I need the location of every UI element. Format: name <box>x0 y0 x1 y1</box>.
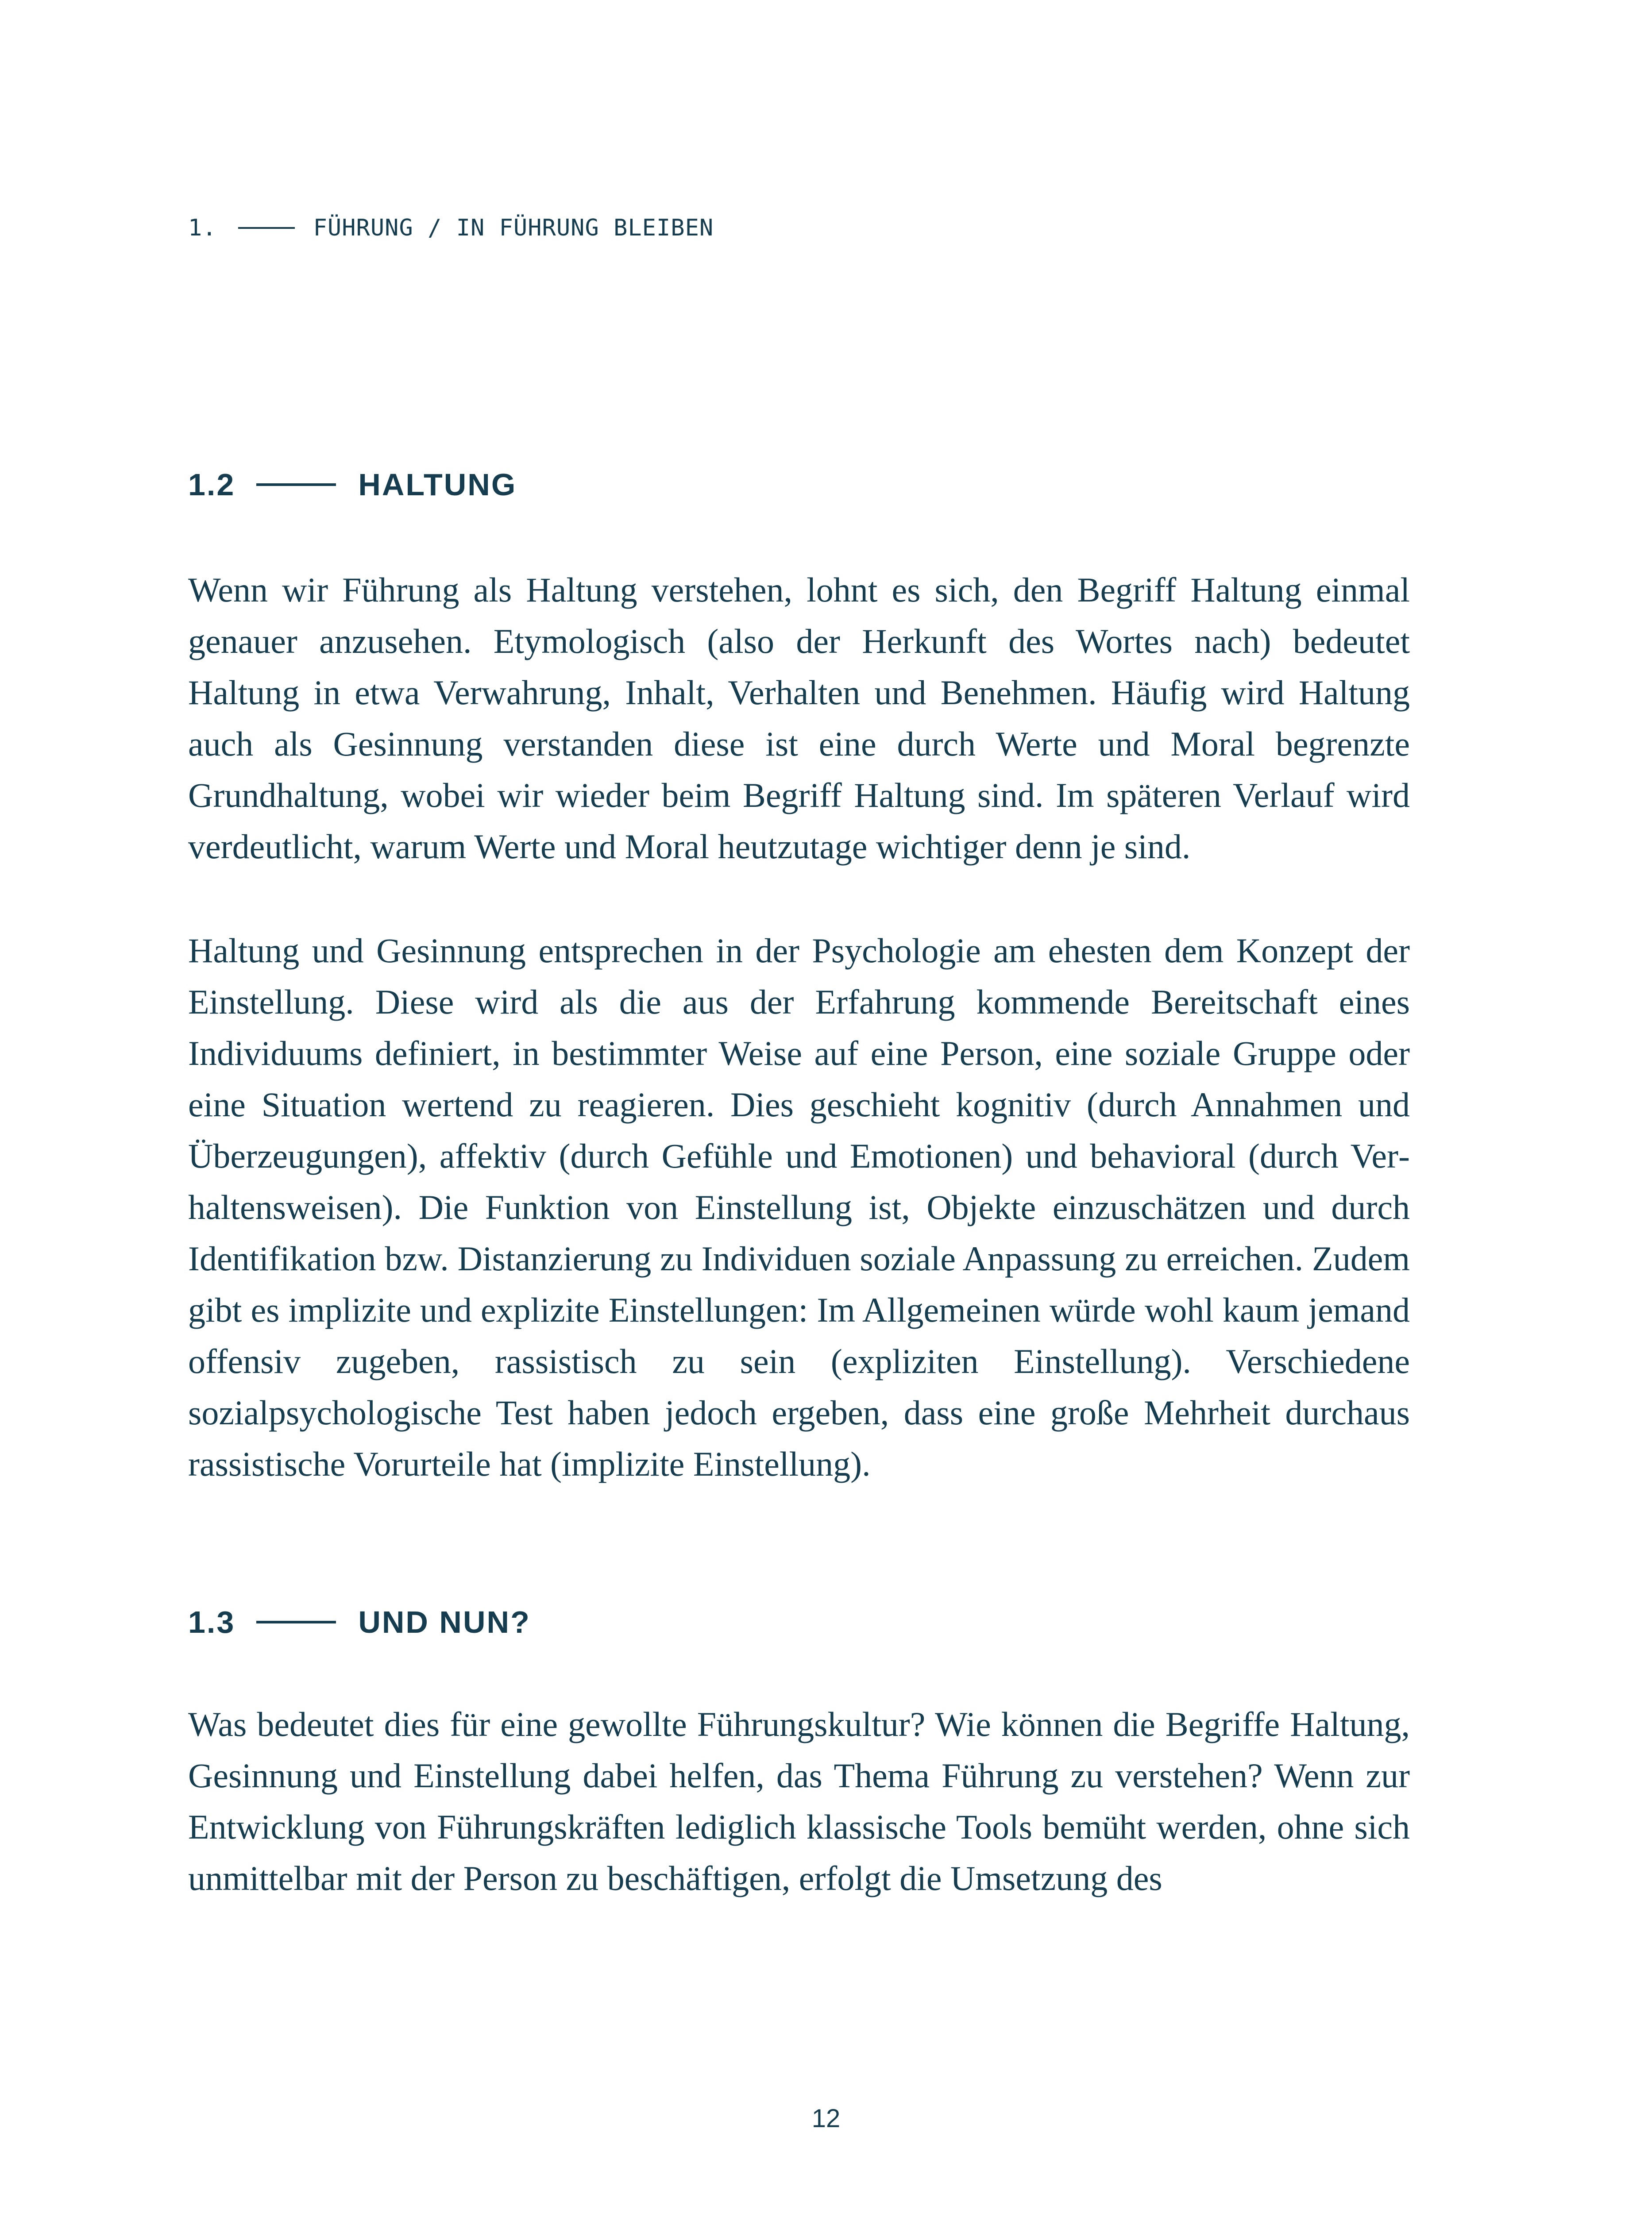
running-header-title: FÜHRUNG / IN FÜHRUNG BLEIBEN <box>313 215 714 241</box>
section-number: 1.3 <box>188 1605 235 1639</box>
body-paragraph: Was bedeutet dies für eine gewollte Führungskultur? Wie können die Begriffe Haltung, Gesinnung und Einstellung dabei helfen, das Thema Führung zu verstehen? Wenn zur Entwicklung von Führungskräften lediglich klassische Tools bemüht werden, ohne sich unmittelbar mit der Person zu beschäftigen, erfolgt die Umsetzung des <box>188 1705 1410 1897</box>
body-paragraph: Haltung und Gesinnung entsprechen in der Psychologie am ehesten dem Konzept der Einstellung. Diese wird als die aus der Erfahrung kommende Bereitschaft eines Individuums definiert, in bestimmter Weise auf eine Person, eine soziale Gruppe oder eine Situation wertend zu reagieren. Dies geschieht kognitiv (durch Annahmen und Überzeugungen), affektiv (durch Gefühle und Emotionen) und behavioral (durch Verhaltensweisen). Die Funktion von Einstellung ist, Objekte einzuschätzen und durch Identifikation bzw. Distanzierung zu Individuen soziale Anpassung zu erreichen. Zudem gibt es implizite und explizite Einstellungen: Im Allgemeinen würde wohl kaum jemand offensiv zugeben, rassistisch zu sein (expliziten Einstellung). Verschiedene sozialpsychologische Test haben jedoch ergeben, dass eine große Mehrheit durchaus rassistische Vorurteile hat (implizite Einstellung). <box>188 931 1410 1483</box>
section-title: UND NUN? <box>358 1605 531 1639</box>
section-heading-rule <box>256 1621 336 1623</box>
section-heading-haltung <box>188 465 517 505</box>
section-title: HALTUNG <box>358 467 517 502</box>
page-number: 12 <box>811 2104 841 2133</box>
section-number: 1.2 <box>188 467 235 502</box>
running-header-number: 1. <box>188 215 217 241</box>
section-heading-und-nun <box>188 1602 531 1642</box>
section-heading-rule <box>256 483 336 486</box>
running-header-dash <box>238 227 295 229</box>
running-header <box>188 212 714 243</box>
body-paragraph: Wenn wir Führung als Haltung verstehen, lohnt es sich, den Begriff Haltung einmal genauer anzusehen. Etymologisch (also der Herkunft des Wortes nach) bedeutet Haltung in etwa Verwahrung, Inhalt, Verhalten und Benehmen. Häufig wird Haltung auch als Gesinnung verstanden diese ist eine durch Werte und Moral begrenzte Grundhaltung, wobei wir wieder beim Begriff Haltung sind. Im späteren Verlauf wird verdeutlicht, warum Werte und Moral heutzutage wichtiger denn je sind. <box>188 571 1410 866</box>
